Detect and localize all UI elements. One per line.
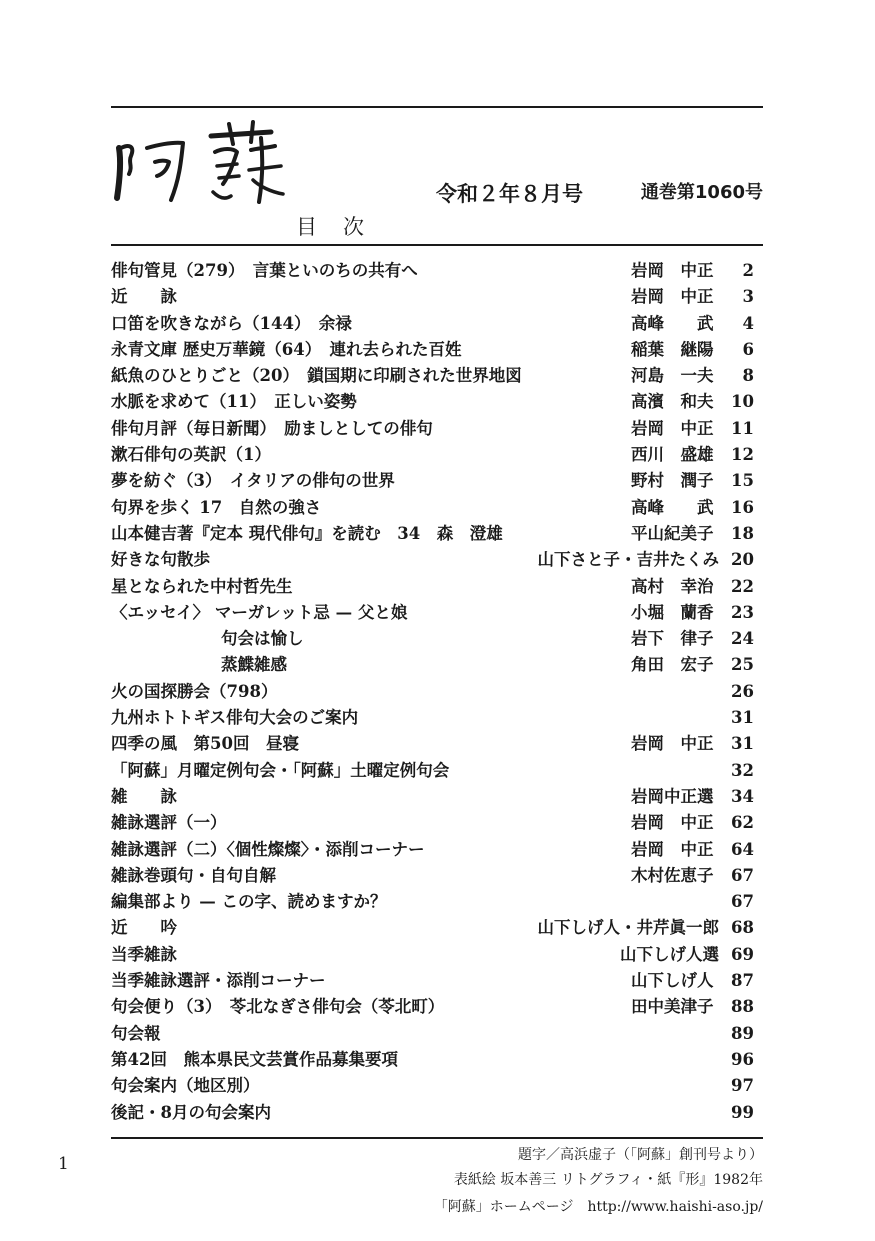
toc-entry[interactable] — [111, 968, 754, 994]
footer-rule — [111, 1137, 763, 1139]
toc-entry-title: 当季雑詠選評・添削コーナー — [111, 971, 326, 991]
toc-entry-page: 26 — [731, 681, 754, 701]
toc-entry[interactable] — [111, 1047, 754, 1073]
toc-entry[interactable] — [111, 363, 754, 389]
toc-entry-title: 好きな句散歩 — [111, 550, 210, 570]
toc-entry-title: 山本健吉著『定本 現代俳句』を読む 34 森 澄雄 — [111, 523, 503, 543]
toc-entry-title: 水脈を求めて（11） 正しい姿勢 — [111, 392, 357, 412]
toc-entry-title: 漱石俳句の英訳（1） — [111, 445, 271, 465]
toc-entry-page: 11 — [731, 418, 754, 438]
toc-entry-title: 編集部より — この字、読めますか？ — [111, 892, 387, 912]
toc-entry-author: 山下さと子・吉井たくみ — [537, 550, 719, 570]
toc-entry[interactable] — [111, 311, 754, 337]
page-number: 1 — [58, 1154, 69, 1174]
toc-entry[interactable] — [111, 731, 754, 757]
homepage-link[interactable]: 「阿蘇」ホームページ http://www.haishi-aso.jp/ — [433, 1199, 763, 1215]
toc-entry-author: 野村 潤子 — [631, 471, 714, 491]
toc-entry[interactable] — [111, 574, 754, 600]
toc-entry-author: 山下しげ人 — [631, 971, 714, 991]
toc-entry-page: 68 — [731, 918, 754, 938]
toc-entry-page: 87 — [731, 971, 754, 991]
cover-credit: 表紙絵 坂本善三 リトグラフィ・紙『形』1982年 — [453, 1172, 763, 1188]
toc-entry[interactable] — [111, 442, 754, 468]
toc-entry-title: 永青文庫 歴史万華鏡（64） 連れ去られた百姓 — [111, 339, 462, 359]
toc-entry[interactable] — [111, 284, 754, 310]
toc-heading: 目次 — [296, 215, 390, 239]
toc-entry-title: 雑詠巻頭句・自句自解 — [111, 865, 276, 885]
toc-entry-title: 俳句月評（毎日新聞） 励ましとしての俳句 — [111, 418, 433, 438]
toc-entry[interactable] — [111, 416, 754, 442]
toc-entry-title: 雑詠選評（二）〈個性燦燦〉・添削コーナー — [111, 839, 425, 859]
toc-entry[interactable] — [111, 600, 754, 626]
toc-entry[interactable] — [111, 994, 754, 1020]
toc-entry-author: 岩岡 中正 — [631, 418, 714, 438]
toc-entry-author: 河島 一夫 — [631, 366, 714, 386]
toc-top-rule — [111, 244, 763, 246]
toc-entry-title: 句会便り（3） 苓北なぎさ俳句会（苓北町） — [111, 997, 445, 1017]
toc-entry-page: 97 — [731, 1076, 754, 1096]
toc-entry-page: 31 — [731, 734, 754, 754]
top-rule — [111, 106, 763, 108]
toc-entry-page: 8 — [742, 366, 754, 386]
toc-entry-title: 句会報 — [111, 1023, 161, 1043]
toc-entry-page: 22 — [731, 576, 754, 596]
toc-entry[interactable] — [111, 626, 754, 652]
toc-entry-page: 15 — [731, 471, 754, 491]
toc-entry-author: 高峰 武 — [631, 313, 714, 333]
toc-entry-page: 6 — [742, 339, 754, 359]
toc-entry-author: 田中美津子 — [631, 997, 714, 1017]
toc-entry-title: 雑 詠 — [111, 786, 177, 806]
toc-entry[interactable] — [111, 810, 754, 836]
toc-entry-author: 岩岡 中正 — [631, 261, 714, 280]
toc-entry-author: 西川 盛雄 — [631, 445, 714, 465]
toc-entry-page: 31 — [731, 708, 754, 728]
toc-entry[interactable] — [111, 1100, 754, 1126]
toc-entry[interactable] — [111, 679, 754, 705]
toc-entry-page: 89 — [731, 1023, 754, 1043]
toc-entry-author: 高峰 武 — [631, 497, 714, 517]
toc-entry-page: 24 — [731, 629, 754, 649]
toc-entry[interactable] — [111, 705, 754, 731]
toc-entry[interactable] — [111, 258, 754, 284]
toc-entry-page: 12 — [731, 445, 754, 465]
calligraphy-credit: 題字／高浜虚子（「阿蘇」創刊号より） — [518, 1147, 763, 1163]
toc-entry-title: 四季の風 第50回 昼寝 — [111, 734, 299, 754]
toc-entry-title: 夢を紡ぐ（3） イタリアの俳句の世界 — [111, 471, 395, 491]
issue-date: 令和２年８月号 — [436, 182, 583, 206]
toc-entry-author: 山下しげ人・井芹眞一郎 — [537, 918, 719, 938]
toc-entry[interactable] — [111, 915, 754, 941]
toc-entry-title: 俳句管見（279） 言葉といのちの共有へ — [111, 261, 418, 280]
toc-entry-author: 木村佐恵子 — [631, 865, 714, 885]
toc-entry-author: 岩岡 中正 — [631, 734, 714, 754]
toc-entry[interactable] — [111, 942, 754, 968]
toc-entry-author: 山下しげ人選 — [620, 944, 719, 964]
toc-entry-page: 67 — [731, 865, 754, 885]
toc-entry-author: 高村 幸治 — [631, 576, 714, 596]
toc-entry-page: 32 — [731, 760, 754, 780]
toc-entry[interactable] — [111, 784, 754, 810]
table-of-contents — [111, 258, 754, 1126]
toc-entry-author: 平山紀美子 — [631, 523, 714, 543]
toc-entry-page: 4 — [742, 313, 754, 333]
toc-entry-page: 10 — [731, 392, 754, 412]
toc-entry-title: 星となられた中村哲先生 — [111, 576, 293, 596]
toc-entry[interactable] — [111, 758, 754, 784]
toc-entry-title: 蒸鰈雑感 — [221, 655, 287, 675]
toc-entry-title: 近 吟 — [111, 918, 177, 938]
toc-entry[interactable] — [111, 1021, 754, 1047]
toc-entry-author: 岩岡 中正 — [631, 813, 714, 833]
toc-entry-author: 角田 宏子 — [631, 655, 714, 675]
toc-entry-author: 岩下 律子 — [631, 629, 714, 649]
toc-entry-author: 高濱 和夫 — [631, 392, 714, 412]
toc-entry[interactable] — [111, 389, 754, 415]
toc-entry[interactable] — [111, 837, 754, 863]
toc-entry-page: 96 — [731, 1049, 754, 1069]
issue-number: 通巻第1060号 — [640, 182, 763, 203]
toc-entry-title: 句会は愉し — [221, 629, 304, 649]
toc-entry-page: 3 — [742, 287, 754, 307]
toc-entry-page: 34 — [731, 786, 754, 806]
toc-entry-page: 25 — [731, 655, 754, 675]
toc-entry[interactable] — [111, 521, 754, 547]
toc-entry-title: 第42回 熊本県民文芸賞作品募集要項 — [111, 1049, 398, 1069]
toc-entry[interactable] — [111, 547, 754, 573]
toc-entry-page: 62 — [731, 813, 754, 833]
toc-entry-title: 〈エッセイ〉 マーガレット忌 — 父と娘 — [111, 602, 408, 622]
aso-calligraphy-logo — [111, 118, 296, 210]
toc-entry-title: 句会案内（地区別） — [111, 1076, 260, 1096]
toc-entry[interactable] — [111, 1073, 754, 1099]
toc-entry-page: 67 — [731, 892, 754, 912]
toc-entry[interactable] — [111, 863, 754, 889]
toc-entry-title: 口笛を吹きながら（144） 余禄 — [111, 313, 352, 333]
toc-entry-title: 紙魚のひとりごと（20） 鎖国期に印刷された世界地図 — [111, 366, 522, 386]
toc-entry-title: 当季雑詠 — [111, 944, 177, 964]
toc-entry-page: 99 — [731, 1102, 754, 1122]
toc-entry-title: 「阿蘇」月曜定例句会・「阿蘇」土曜定例句会 — [111, 760, 450, 780]
toc-entry-title: 近 詠 — [111, 287, 177, 307]
toc-entry[interactable] — [111, 337, 754, 363]
toc-entry-page: 20 — [731, 550, 754, 570]
toc-entry-author: 岩岡 中正 — [631, 839, 714, 859]
toc-entry[interactable] — [111, 889, 754, 915]
toc-entry-title: 雑詠選評（一） — [111, 813, 227, 833]
toc-entry-author: 稲葉 継陽 — [631, 339, 714, 359]
toc-entry-page: 18 — [731, 523, 754, 543]
toc-entry-page: 16 — [731, 497, 754, 517]
toc-entry-page: 23 — [731, 602, 754, 622]
toc-entry[interactable] — [111, 495, 754, 521]
toc-entry-author: 岩岡中正選 — [631, 786, 714, 806]
toc-entry-page: 64 — [731, 839, 754, 859]
toc-entry-page: 88 — [731, 997, 754, 1017]
toc-entry-author: 岩岡 中正 — [631, 287, 714, 307]
toc-entry-title: 後記・8月の句会案内 — [111, 1102, 271, 1122]
toc-entry-author: 小堀 蘭香 — [631, 602, 714, 622]
toc-entry-title: 火の国探勝会（798） — [111, 681, 278, 701]
toc-entry-page: 69 — [731, 944, 754, 964]
toc-entry[interactable] — [111, 652, 754, 678]
toc-entry-title: 句界を歩く 17 自然の強さ — [111, 497, 322, 517]
toc-entry[interactable] — [111, 468, 754, 494]
toc-entry-page: 2 — [742, 261, 754, 280]
toc-entry-title: 九州ホトトギス俳句大会のご案内 — [111, 708, 359, 728]
